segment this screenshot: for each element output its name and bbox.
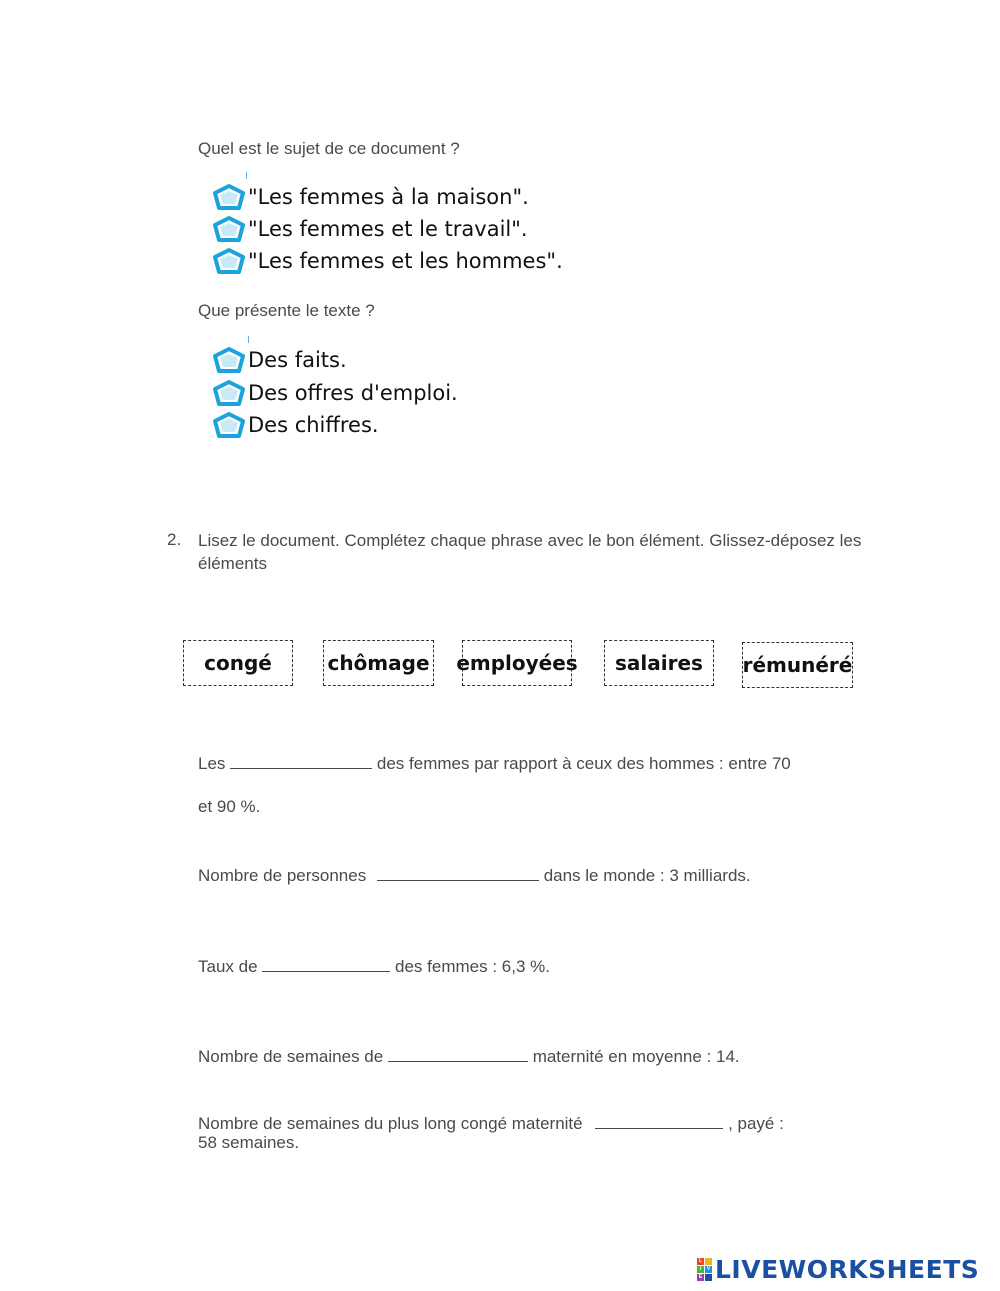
sentence-1 <box>198 751 791 774</box>
drop-blank-4[interactable] <box>388 1044 528 1062</box>
q1-option-3-label: "Les femmes et les hommes". <box>248 249 563 273</box>
sentence-1-start: Les <box>198 754 226 773</box>
drop-blank-2[interactable] <box>377 863 539 881</box>
exercise-instruction: Lisez le document. Complétez chaque phrase avec le bon élément. Glissez-déposez les éléments <box>198 531 862 573</box>
q2-option-2[interactable] <box>212 378 458 408</box>
q1-option-1[interactable] <box>212 182 529 212</box>
decorative-tick <box>248 336 249 343</box>
logo-letter-l: L <box>698 1258 703 1264</box>
radio-pentagon-icon[interactable] <box>212 182 248 212</box>
sentence-2-start: Nombre de personnes <box>198 866 367 885</box>
liveworksheets-logo <box>697 1255 979 1284</box>
sentence-3 <box>198 954 550 977</box>
q1-option-1-label: "Les femmes à la maison". <box>248 185 529 209</box>
sentence-4-end: maternité en moyenne : 14. <box>532 1047 740 1066</box>
exercise-number: 2. <box>167 530 182 549</box>
drag-chip-salaires[interactable]: salaires <box>604 640 714 686</box>
drag-chip-employees[interactable]: employées <box>462 640 572 686</box>
sentence-4-start: Nombre de semaines de <box>198 1047 384 1066</box>
sentence-3-end: des femmes : 6,3 %. <box>395 957 550 976</box>
radio-pentagon-icon[interactable] <box>212 345 248 375</box>
radio-pentagon-icon[interactable] <box>212 378 248 408</box>
drop-blank-3[interactable] <box>262 954 390 972</box>
brand-name: LIVEWORKSHEETS <box>715 1255 980 1284</box>
sentence-5-start: Nombre de semaines du plus long congé maternité <box>198 1114 583 1133</box>
logo-letter-e: E <box>698 1274 703 1280</box>
drag-chip-conge[interactable]: congé <box>183 640 293 686</box>
question-1-label: Quel est le sujet de ce document ? <box>198 139 460 158</box>
q1-option-2-label: "Les femmes et le travail". <box>248 217 528 241</box>
sentence-4 <box>198 1044 740 1067</box>
logo-letter-v: V <box>706 1266 711 1272</box>
q2-option-3[interactable] <box>212 410 379 440</box>
q2-option-2-label: Des offres d'emploi. <box>248 381 458 405</box>
q2-option-1-label: Des faits. <box>248 348 347 372</box>
radio-pentagon-icon[interactable] <box>212 246 248 276</box>
sentence-2-end: dans le monde : 3 milliards. <box>543 866 751 885</box>
drag-chip-remunere[interactable]: rémunéré <box>742 642 853 688</box>
drag-chip-chomage[interactable]: chômage <box>323 640 434 686</box>
sentence-5 <box>198 1111 784 1134</box>
drop-blank-5[interactable] <box>595 1111 723 1129</box>
radio-pentagon-icon[interactable] <box>212 214 248 244</box>
radio-pentagon-icon[interactable] <box>212 410 248 440</box>
drop-blank-1[interactable] <box>230 751 372 769</box>
logo-letter-i: I <box>697 1266 704 1273</box>
sentence-2 <box>198 863 751 886</box>
q1-option-2[interactable] <box>212 214 528 244</box>
sentence-1-continuation: et 90 %. <box>198 797 261 816</box>
q2-option-1[interactable] <box>212 345 347 375</box>
sentence-3-start: Taux de <box>198 957 258 976</box>
sentence-1-end: des femmes par rapport à ceux des hommes : entre 70 <box>376 754 791 773</box>
decorative-tick <box>246 172 247 179</box>
question-2-label: Que présente le texte ? <box>198 301 375 320</box>
logo-blocks-icon <box>697 1258 712 1281</box>
q2-option-3-label: Des chiffres. <box>248 413 379 437</box>
sentence-5-end: , payé : <box>728 1114 784 1133</box>
q1-option-3[interactable] <box>212 246 563 276</box>
sentence-5-continuation: 58 semaines. <box>198 1133 300 1152</box>
